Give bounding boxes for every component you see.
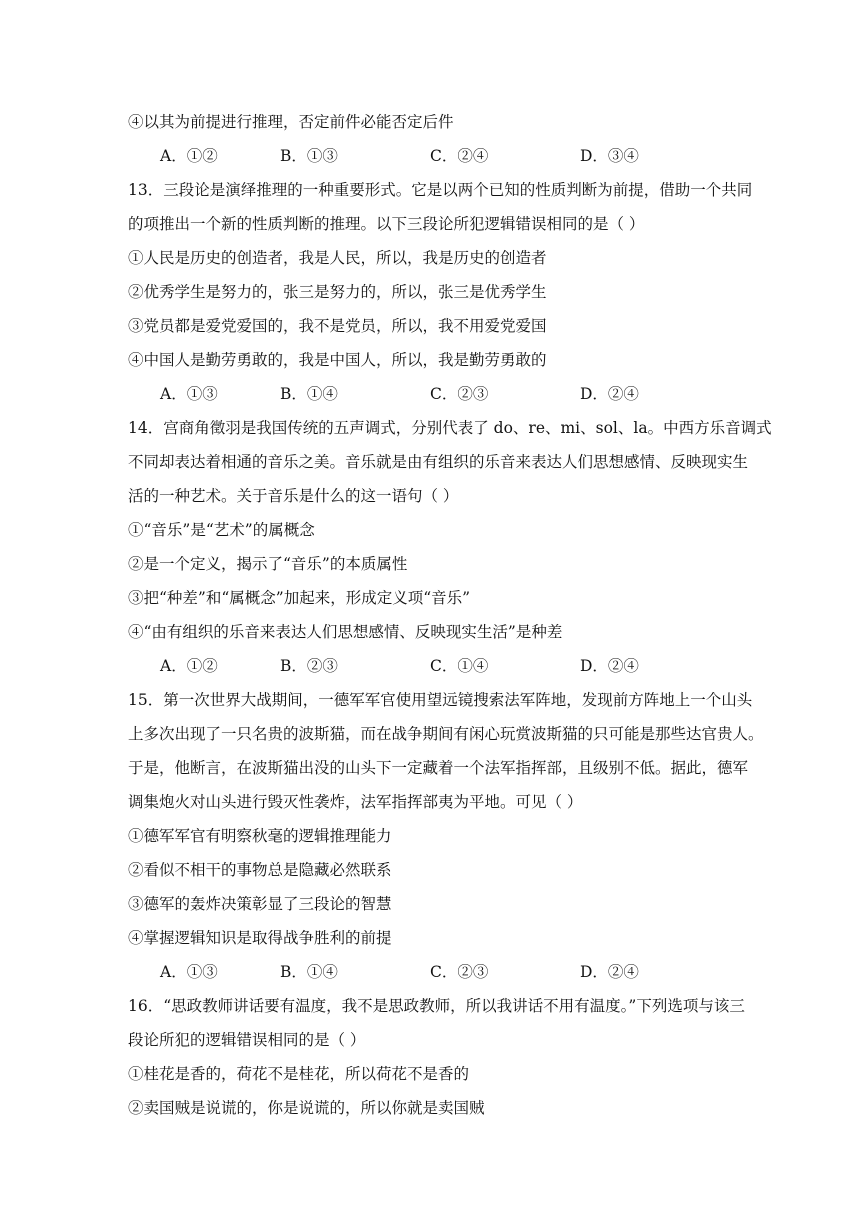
statement-2: ②优秀学生是努力的，张三是努力的，所以，张三是优秀学生 [128, 283, 547, 301]
option-c: C．②③ [430, 385, 489, 403]
question-15-line-2: 上多次出现了一只名贵的波斯猫，而在战争期间有闲心玩赏波斯猫的只可能是那些达官贵人。 [128, 725, 764, 743]
statement-2: ②看似不相干的事物总是隐藏必然联系 [128, 861, 392, 879]
statement-2: ②卖国贼是说谎的，你是说谎的，所以你就是卖国贼 [128, 1099, 485, 1117]
question-13-line-1: 13．三段论是演绎推理的一种重要形式。它是以两个已知的性质判断为前提，借助一个共同 [128, 181, 753, 199]
statement-3: ③把“种差”和“属概念”加起来，形成定义项“音乐” [128, 589, 471, 607]
statement-2: ②是一个定义，揭示了“音乐”的本质属性 [128, 555, 408, 573]
option-c: C．②③ [430, 963, 489, 981]
option-b: B．①④ [280, 385, 338, 403]
option-a: A．①③ [160, 963, 218, 981]
question-16-line-2: 段论所犯的逻辑错误相同的是（ ） [128, 1031, 366, 1049]
question-16-line-1: 16．“思政教师讲话要有温度，我不是思政教师，所以我讲话不用有温度。”下列选项与该三 [128, 997, 745, 1015]
statement-3: ③党员都是爱党爱国的，我不是党员，所以，我不用爱党爱国 [128, 317, 547, 335]
statement-1: ①德军军官有明察秋毫的逻辑推理能力 [128, 827, 392, 845]
option-a: A．①② [160, 147, 218, 165]
option-c: C．①④ [430, 657, 489, 675]
option-b: B．①③ [280, 147, 338, 165]
option-c: C．②④ [430, 147, 489, 165]
option-d: D．②④ [580, 963, 639, 981]
option-b: B．②③ [280, 657, 338, 675]
statement-4: ④“由有组织的乐音来表达人们思想感情、反映现实生活”是种差 [128, 623, 563, 641]
question-14-line-2: 不同却表达着相通的音乐之美。音乐就是由有组织的乐音来表达人们思想感情、反映现实生 [128, 453, 749, 471]
option-d: D．②④ [580, 385, 639, 403]
option-a: A．①② [160, 657, 218, 675]
statement-4: ④中国人是勤劳勇敢的，我是中国人，所以，我是勤劳勇敢的 [128, 351, 547, 369]
question-15-line-3: 于是，他断言，在波斯猫出没的山头下一定藏着一个法军指挥部，且级别不低。据此，德军 [128, 759, 749, 777]
statement-3: ③德军的轰炸决策彰显了三段论的智慧 [128, 895, 392, 913]
question-15-line-4: 调集炮火对山头进行毁灭性袭炸，法军指挥部夷为平地。可见（ ） [128, 793, 583, 811]
question-15-line-1: 15．第一次世界大战期间，一德军军官使用望远镜搜索法军阵地，发现前方阵地上一个山头 [128, 691, 753, 709]
statement-4: ④掌握逻辑知识是取得战争胜利的前提 [128, 929, 392, 947]
statement-1: ①桂花是香的，荷花不是桂花，所以荷花不是香的 [128, 1065, 470, 1083]
statement-1: ①“音乐”是“艺术”的属概念 [128, 521, 315, 539]
line: ④以其为前提进行推理，否定前件必能否定后件 [128, 113, 454, 131]
question-14-line-1: 14．宫商角徵羽是我国传统的五声调式，分别代表了 do、re、mi、sol、la。中西方乐音调式 [128, 419, 772, 437]
option-a: A．①③ [160, 385, 218, 403]
question-14-line-3: 活的一种艺术。关于音乐是什么的这一语句（ ） [128, 487, 459, 505]
option-d: D．②④ [580, 657, 639, 675]
question-13-line-2: 的项推出一个新的性质判断的推理。以下三段论所犯逻辑错误相同的是（ ） [128, 215, 645, 233]
statement-1: ①人民是历史的创造者，我是人民，所以，我是历史的创造者 [128, 249, 547, 267]
option-d: D．③④ [580, 147, 639, 165]
option-b: B．①④ [280, 963, 338, 981]
